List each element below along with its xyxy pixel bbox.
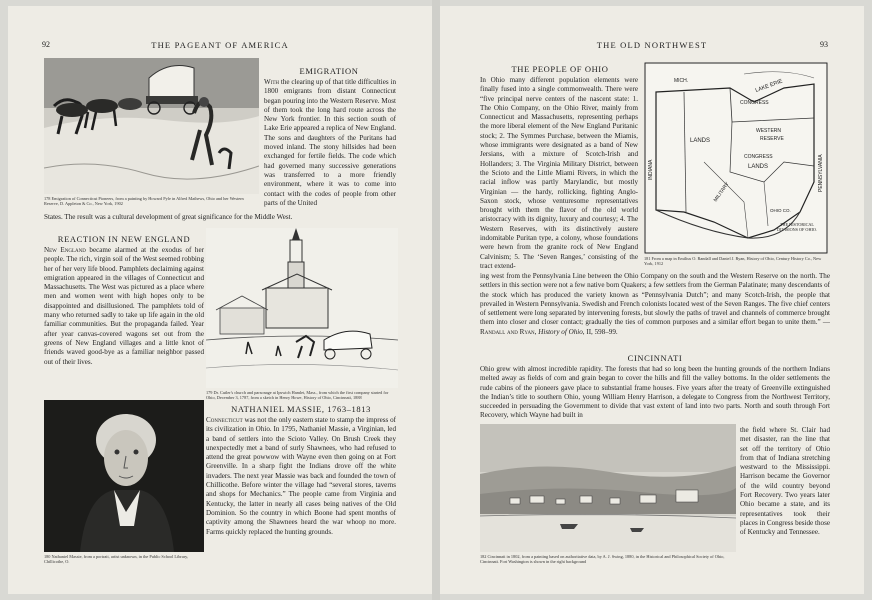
people-credit-ref: History of Ohio bbox=[538, 327, 583, 336]
people-text: In Ohio many different population elements were finally fused into a single commonwealth. There were “five principal nerve centers of the nascent state: 1. The Ohio Company, on the Ohio River, mainly from Connecticut and Massachusetts, representing perhaps the more liberal element of the New England Puritanic stock; 2. The Symmes Purchase, between the Miamis, whose immigrants were designated as a band of New Jersians, with a mixture of Scotch-Irish and Hollanders; 3. The Virginia Military District, between the Scioto and the Little Miami Rivers, in which the racial inflow was partly Marylandic, but mostly Virginian — the hardy, rollicking, fighting Anglo-Saxon stock, whose venturesome representatives brought with them the flavor of the old world aristocracy with its dignity, luxury and courtesy; 4. The Western Reserves, with its distinctively austere indomitable Puritan type, a colony, whose foundations were hewn from the granite rock of New England Calvinism; 5. The ‘Seven Ranges,’ consisting of the tract extend- bbox=[480, 76, 638, 270]
emigration-text-tail: States. The result was a cultural development of great significance for the Middle West. bbox=[44, 213, 293, 221]
massie-portrait bbox=[44, 400, 204, 552]
ipswich-church-sketch bbox=[206, 228, 398, 388]
figure-180-caption: 180 Nathaniel Massie, from a portrait, artist unknown, in the Public School Library, Chillicothe, O. bbox=[44, 554, 189, 564]
left-running-head: THE PAGEANT OF AMERICA bbox=[151, 40, 289, 50]
people-text-wide bbox=[480, 272, 830, 337]
reaction-body: became alarmed at the exodus of her people. The rich, virgin soil of the West seemed robbing her of her very life blood. Pamphlets declaiming against emigration appeared in the villages of Connecticut and Massachusetts. The West was pictured as a place where men and women went with high hopes only to be disappointed and disillusioned. The pamphlets told of many who returned sadly to take up life again in the old familiar communities. But the propaganda failed. Year after year canvas-covered wagons set out from the greens of New England villages and a little knot of friends waved good-bye as a familiar neighbor passed out of their lives. bbox=[44, 246, 204, 366]
emigration-text bbox=[264, 78, 396, 208]
cincinnati-painting bbox=[480, 424, 736, 552]
emigration-body: the clearing up of that title difficulties in 1800 emigrants from distant Connecticut began pouring into the Western Reserve. Most of them took the long hard route across the New York frontier. In this section south of Lake Erie appeared a replica of New England. The sons and daughters of the Puritans had moved inland. The stony hillsides had been exchanged for fertile fields. The code which had governed many successive generations was transferred to a more friendly environment, where it was to come into contact with the codes of people from other parts of the United bbox=[264, 78, 396, 207]
right-page bbox=[440, 6, 864, 594]
people-credit: Randall and Ryan, bbox=[480, 327, 537, 336]
left-page bbox=[8, 6, 432, 594]
map-label-mich: MICH. bbox=[674, 78, 689, 84]
map-label-congress: CONGRESS bbox=[740, 100, 769, 106]
cincinnati-heading: CINCINNATI bbox=[627, 353, 683, 363]
cincinnati-text: Ohio grew with almost incredible rapidity. The forests that had so long been the hunting grounds of the northern Indians melted away as fields of corn and grain began to cover the hills and fill the valley bottoms. In the older settlements the rude cabins of the pioneers gave place to substantial frame houses. Five years after the treaty of Greenville extinguished the Indian’s title to southern Ohio, young William Henry Harrison, a delegate to Congress from the Northwest Territory, succeeded in persuading the Government to divide that vast extent of land into two parts. North and south through Fort Recovery, which Wayne had built in bbox=[480, 365, 830, 420]
map-label-reserve: RESERVE bbox=[760, 136, 784, 142]
reaction-lead: New England bbox=[44, 246, 86, 254]
map-label-indiana: INDIANA bbox=[648, 159, 654, 180]
right-page-number: 93 bbox=[820, 40, 828, 49]
people-heading: THE PEOPLE OF OHIO bbox=[511, 64, 609, 74]
emigration-heading: EMIGRATION bbox=[299, 66, 359, 76]
people-text-wide-body: ing west from the Pennsylvania Line between the Ohio Company on the south and the Western Reserve on the north. The settlers in this section were not a few native born Quakers; a few settlers from the German Palatinate; many descendants of the stock which has produced the variety known as “Pennsylvania Dutch”; and many Scotch-Irish, the people that prevailed in Western Pennsylvania. Swedish and French colonists located west of the Seven Ranges. The five chief centers of settlement were long separated by intervening forests, but slowly the paths of travel and channels of commerce brought them into closer and closer contact; gradually the ties of common purposes and a similar effort began to unite them.” — bbox=[480, 272, 830, 327]
reaction-text bbox=[44, 246, 204, 367]
massie-lead: Connecticut bbox=[206, 416, 243, 424]
map-label-ohio-co: OHIO CO. bbox=[770, 208, 791, 213]
figure-178-caption: 178 Emigration of Connecticut Pioneers, from a painting by Howard Pyle in Alfred Mathews, Ohio and her Western Reserve, D. Appleton & Co., New York, 1902 bbox=[44, 196, 244, 206]
emigration-lead: With bbox=[264, 78, 280, 86]
figure-182-caption: 182 Cincinnati in 1802, from a painting based on authoritative data, by A. J. Swing, 1880, in the Historical and Philosophical Society of Ohio, Cincinnati. Fort Washington is shown in the right background bbox=[480, 554, 725, 564]
massie-body: was not the only eastern state to stamp the impress of its civilization in Ohio. In 1795, Nathaniel Massie, a Virginian, led a band of settlers into the Scioto Valley. On Brush Creek they unexpectedly met a band of surly Shawnees, who had refused to attend the great powwow with Wayne even then going on at Fort Greenville. In a sharp fight the Indians drove off the white invaders. The next year Massie was back and founded the town of Chillicothe. Before winter the village had “several stores, taverns and shops for Mechanics.” The people came from Virginia and Kentucky, the latter in nearly all cases being natives of the Old Dominion. So the country in which Boone had spent months of captivity among the Shawnees heard the war whoop no more. Farms quickly replaced the hunting grounds. bbox=[206, 416, 396, 536]
people-credit-end: , II, 598–99. bbox=[582, 327, 618, 336]
ohio-divisions-map bbox=[644, 62, 828, 254]
emigration-painting bbox=[44, 58, 259, 194]
map-label-lake-erie: LAKE ERIE bbox=[754, 78, 784, 94]
left-page-number: 92 bbox=[42, 40, 50, 49]
massie-heading: NATHANIEL MASSIE, 1763–1813 bbox=[231, 404, 371, 414]
map-label-pennsylvania: PENNSYLVANIA bbox=[818, 154, 824, 192]
map-label-congress-2: CONGRESS bbox=[744, 154, 773, 160]
map-label-lands: LANDS bbox=[690, 138, 711, 144]
book-gutter bbox=[432, 0, 440, 600]
massie-text bbox=[206, 416, 396, 537]
figure-179-caption: 179 Dr. Cutler's church and parsonage at Ipswich Hamlet, Mass., from which the first company started for Ohio, December 3, 1787, from a sketch in Henry Howe, History of Ohio, Cincinnati, 1888 bbox=[206, 390, 389, 400]
cincinnati-text-narrow: the field where St. Clair had met disaster, ran the line that set off the territory of Ohio from that of Indiana stretching westward to the Mississippi. Harrison became the Governor of the wild country beyond Fort Recovery. Two years later Ohio became a state, and its representatives took their places in Congress beside those of Kentucky and Tennessee. bbox=[740, 426, 830, 537]
reaction-heading: REACTION IN NEW ENGLAND bbox=[57, 234, 191, 244]
figure-181-caption: 181 From a map in Emilius O. Randall and Daniel J. Ryan, History of Ohio, Century History Co., New York, 1912 bbox=[644, 256, 822, 266]
map-label-lands-2: LANDS bbox=[748, 164, 769, 170]
right-running-head: THE OLD NORTHWEST bbox=[596, 40, 708, 50]
map-label-military: MILITARY bbox=[712, 181, 731, 204]
map-title: THE HISTORICAL DIVISIONS OF OHIO. bbox=[777, 222, 817, 232]
map-label-western: WESTERN bbox=[756, 128, 781, 134]
